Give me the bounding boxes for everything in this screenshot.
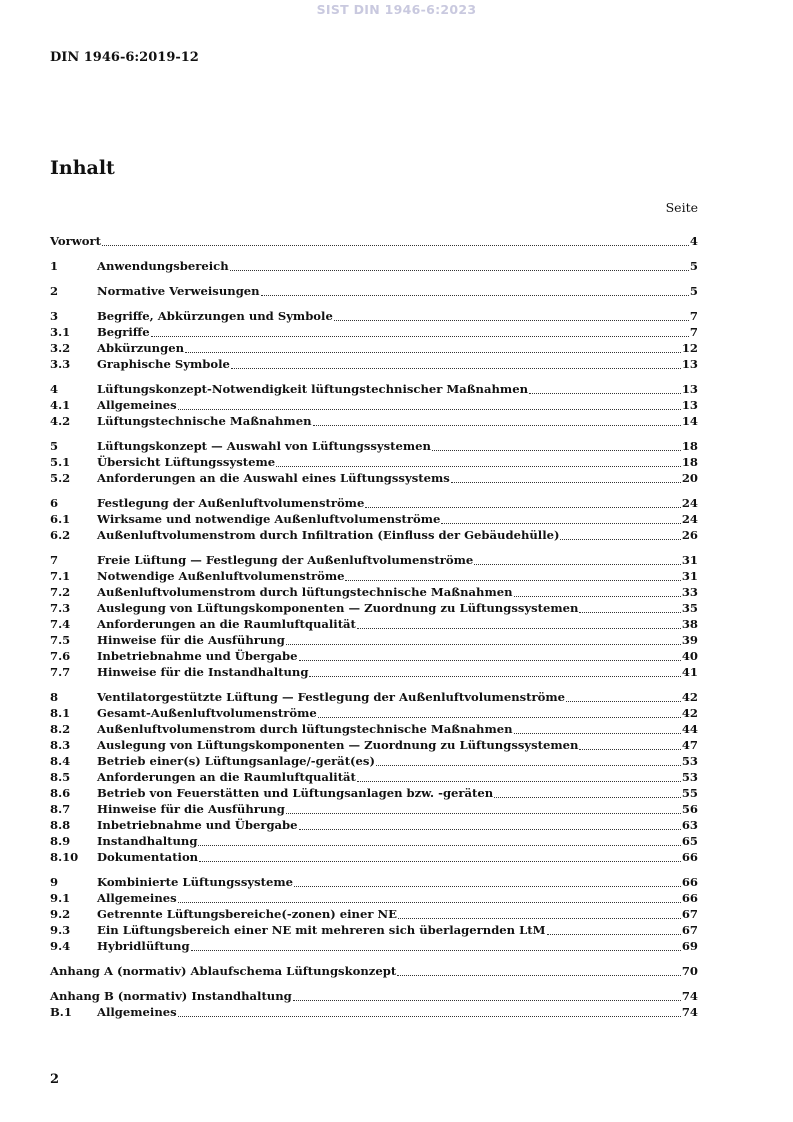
toc-dot-leader — [547, 934, 681, 935]
toc-entry-title: Allgemeines — [97, 891, 177, 905]
toc-entry-page: 65 — [681, 834, 698, 848]
toc-entry-number: 5.2 — [50, 471, 71, 485]
toc-entry-title: Hinweise für die Ausführung — [97, 633, 285, 647]
toc-entry-number: 6.1 — [50, 512, 71, 526]
toc-entry-number: 8.9 — [50, 834, 71, 848]
toc-entry[interactable] — [50, 890, 698, 906]
toc-entry-title: Begriffe — [97, 325, 150, 339]
page-number: 2 — [50, 1072, 60, 1087]
toc-dot-leader — [102, 245, 689, 246]
toc-entry-title: Dokumentation — [97, 850, 199, 864]
toc-entry[interactable] — [50, 600, 698, 616]
toc-dot-leader — [185, 352, 681, 353]
toc-entry-number: 9.4 — [50, 939, 71, 953]
toc-entry-page: 47 — [681, 738, 698, 752]
toc-dot-leader — [299, 829, 681, 830]
toc-entry-page: 35 — [681, 601, 698, 615]
toc-entry-number: 6.2 — [50, 528, 71, 542]
toc-entry-page: 39 — [681, 633, 698, 647]
toc-entry[interactable] — [50, 308, 698, 324]
toc-entry[interactable] — [50, 963, 698, 979]
toc-dot-leader — [178, 409, 681, 410]
toc-entry[interactable] — [50, 511, 698, 527]
toc-entry[interactable] — [50, 769, 698, 785]
toc-entry-page: 67 — [681, 907, 698, 921]
toc-entry-page: 40 — [681, 649, 698, 663]
toc-entry[interactable] — [50, 258, 698, 274]
toc-entry-title: Festlegung der Außenluftvolumenströme — [97, 496, 365, 510]
watermark: SIST DIN 1946-6:2023 — [316, 2, 477, 17]
toc-entry-page: 4 — [689, 234, 698, 248]
toc-entry[interactable] — [50, 988, 698, 1004]
toc-entry-title: Außenluftvolumenstrom durch lüftungstechnische Maßnahmen — [97, 722, 513, 736]
toc-entry[interactable] — [50, 495, 698, 511]
toc-entry-title: Vorwort — [50, 234, 101, 248]
toc-entry-page: 55 — [681, 786, 698, 800]
toc-dot-leader — [261, 295, 689, 296]
toc-entry-title: Anwendungsbereich — [97, 259, 229, 273]
toc-entry-title: Inbetriebnahme und Übergabe — [97, 818, 298, 832]
toc-entry[interactable] — [50, 833, 698, 849]
toc-entry-title: Außenluftvolumenstrom durch lüftungstechnische Maßnahmen — [97, 585, 513, 599]
toc-entry-title: Betrieb von Feuerstätten und Lüftungsanlagen bzw. -geräten — [97, 786, 494, 800]
toc-entry-number: 1 — [50, 259, 59, 273]
page-title: Inhalt — [50, 157, 115, 179]
toc-entry-page: 13 — [681, 382, 698, 396]
toc-entry-title: Notwendige Außenluftvolumenströme — [97, 569, 345, 583]
toc-entry[interactable] — [50, 356, 698, 372]
toc-entry-number: B.1 — [50, 1005, 72, 1019]
toc-entry-title: Abkürzungen — [97, 341, 185, 355]
toc-entry-page: 14 — [681, 414, 698, 428]
toc-entry-number: 5.1 — [50, 455, 71, 469]
toc-entry-title: Wirksame und notwendige Außenluftvolumenströme — [97, 512, 441, 526]
toc-entry-number: 2 — [50, 284, 59, 298]
toc-dot-leader — [357, 781, 681, 782]
toc-entry-page: 33 — [681, 585, 698, 599]
toc-dot-leader — [178, 1016, 681, 1017]
toc-dot-leader — [432, 450, 681, 451]
toc-dot-leader — [529, 393, 681, 394]
toc-dot-leader — [397, 975, 681, 976]
toc-entry[interactable] — [50, 849, 698, 865]
toc-dot-leader — [579, 612, 680, 613]
toc-dot-leader — [299, 660, 681, 661]
toc-entry-page: 13 — [681, 357, 698, 371]
toc-entry[interactable] — [50, 568, 698, 584]
toc-entry-page: 7 — [689, 309, 698, 323]
toc-entry-page: 44 — [681, 722, 698, 736]
toc-dot-leader — [294, 886, 681, 887]
toc-entry-number: 8.4 — [50, 754, 71, 768]
toc-entry-number: 8.6 — [50, 786, 71, 800]
document-id: DIN 1946-6:2019-12 — [50, 50, 199, 65]
toc-entry-number: 7.5 — [50, 633, 71, 647]
toc-entry-number: 7.2 — [50, 585, 71, 599]
toc-dot-leader — [474, 564, 681, 565]
toc-entry-title: Inbetriebnahme und Übergabe — [97, 649, 298, 663]
toc-entry[interactable] — [50, 922, 698, 938]
toc-entry-number: 7.6 — [50, 649, 71, 663]
toc-entry-number: 9 — [50, 875, 59, 889]
toc-dot-leader — [334, 320, 689, 321]
toc-entry-page: 7 — [689, 325, 698, 339]
toc-entry-number: 7.7 — [50, 665, 71, 679]
toc-entry-page: 42 — [681, 706, 698, 720]
toc-entry[interactable] — [50, 233, 698, 249]
toc-entry-number: 8.10 — [50, 850, 79, 864]
toc-entry-number: 9.2 — [50, 907, 71, 921]
toc-entry-number: 8 — [50, 690, 59, 704]
toc-entry-title: Begriffe, Abkürzungen und Symbole — [97, 309, 333, 323]
toc-entry-number: 9.1 — [50, 891, 71, 905]
toc-dot-leader — [441, 523, 680, 524]
toc-entry-title: Freie Lüftung — Festlegung der Außenluftvolumenströme — [97, 553, 474, 567]
toc-entry-title: Allgemeines — [97, 398, 177, 412]
toc-entry-number: 4.1 — [50, 398, 71, 412]
toc-entry-page: 66 — [681, 875, 698, 889]
toc-entry-page: 66 — [681, 850, 698, 864]
toc-entry-page: 53 — [681, 754, 698, 768]
toc-entry[interactable] — [50, 721, 698, 737]
toc-entry-title: Betrieb einer(s) Lüftungsanlage/-gerät(es) — [97, 754, 375, 768]
toc-entry-page: 38 — [681, 617, 698, 631]
toc-dot-leader — [199, 861, 681, 862]
toc-entry[interactable] — [50, 552, 698, 568]
toc-dot-leader — [579, 749, 680, 750]
toc-entry-number: 7.1 — [50, 569, 71, 583]
toc-dot-leader — [191, 950, 681, 951]
toc-entry-title: Lüftungstechnische Maßnahmen — [97, 414, 312, 428]
toc-entry[interactable] — [50, 705, 698, 721]
toc-entry-title: Getrennte Lüftungsbereiche(-zonen) einer NE — [97, 907, 397, 921]
toc-entry-title: Außenluftvolumenstrom durch Infiltration (Einfluss der Gebäudehülle) — [97, 528, 560, 542]
toc-entry[interactable] — [50, 737, 698, 753]
toc-entry-page: 70 — [681, 964, 698, 978]
toc-entry-page: 13 — [681, 398, 698, 412]
toc-dot-leader — [178, 902, 681, 903]
toc-dot-leader — [151, 336, 689, 337]
toc-entry-title: Hinweise für die Ausführung — [97, 802, 285, 816]
toc-entry-page: 53 — [681, 770, 698, 784]
toc-dot-leader — [451, 482, 681, 483]
toc-entry-page: 18 — [681, 439, 698, 453]
toc-dot-leader — [286, 644, 681, 645]
toc-entry[interactable] — [50, 283, 698, 299]
toc-entry-number: 9.3 — [50, 923, 71, 937]
toc-entry-page: 63 — [681, 818, 698, 832]
toc-entry[interactable] — [50, 397, 698, 413]
toc-entry-number: 3.3 — [50, 357, 71, 371]
toc-entry-page: 5 — [689, 284, 698, 298]
toc-dot-leader — [514, 596, 681, 597]
toc-dot-leader — [230, 270, 689, 271]
toc-entry-title: Instandhaltung — [97, 834, 198, 848]
toc-entry-page: 31 — [681, 553, 698, 567]
toc-entry-page: 66 — [681, 891, 698, 905]
toc-dot-leader — [231, 368, 681, 369]
toc-entry[interactable] — [50, 340, 698, 356]
toc-dot-leader — [398, 918, 681, 919]
toc-entry[interactable] — [50, 470, 698, 486]
toc-entry-page: 5 — [689, 259, 698, 273]
toc-entry-title: Ein Lüftungsbereich einer NE mit mehreren sich überlagernden LtM — [97, 923, 546, 937]
toc-entry-page: 69 — [681, 939, 698, 953]
toc-entry[interactable] — [50, 584, 698, 600]
toc-dot-leader — [365, 507, 681, 508]
toc-entry-title: Gesamt-Außenluftvolumenströme — [97, 706, 317, 720]
toc-dot-leader — [293, 1000, 681, 1001]
toc-entry[interactable] — [50, 785, 698, 801]
toc-entry-title: Anhang B (normativ) Instandhaltung — [50, 989, 292, 1003]
toc-entry[interactable] — [50, 753, 698, 769]
toc-entry-page: 56 — [681, 802, 698, 816]
seite-label: Seite — [665, 200, 698, 215]
toc-entry-page: 26 — [681, 528, 698, 542]
toc-entry-page: 12 — [681, 341, 698, 355]
toc-dot-leader — [494, 797, 681, 798]
toc-entry[interactable] — [50, 454, 698, 470]
toc-entry-number: 8.2 — [50, 722, 71, 736]
toc-dot-leader — [313, 425, 681, 426]
toc-entry-title: Kombinierte Lüftungssysteme — [97, 875, 294, 889]
toc-entry[interactable] — [50, 689, 698, 705]
toc-entry[interactable] — [50, 527, 698, 543]
toc-entry-page: 24 — [681, 496, 698, 510]
toc-dot-leader — [514, 733, 681, 734]
toc-entry-page: 24 — [681, 512, 698, 526]
toc-entry-title: Allgemeines — [97, 1005, 177, 1019]
toc-dot-leader — [376, 765, 681, 766]
toc-entry-page: 74 — [681, 1005, 698, 1019]
toc-entry[interactable] — [50, 801, 698, 817]
toc-entry-title: Hybridlüftung — [97, 939, 190, 953]
toc-entry-title: Lüftungskonzept-Notwendigkeit lüftungstechnischer Maßnahmen — [97, 382, 528, 396]
toc-entry-number: 3 — [50, 309, 59, 323]
toc-entry[interactable] — [50, 381, 698, 397]
toc-entry-number: 8.1 — [50, 706, 71, 720]
toc-entry-title: Normative Verweisungen — [97, 284, 260, 298]
toc-entry-title: Anforderungen an die Auswahl eines Lüftungssystems — [97, 471, 450, 485]
toc-dot-leader — [560, 539, 680, 540]
toc-entry[interactable] — [50, 874, 698, 890]
toc-entry-number: 8.3 — [50, 738, 71, 752]
toc-dot-leader — [318, 717, 681, 718]
toc-dot-leader — [357, 628, 681, 629]
toc-entry-title: Graphische Symbole — [97, 357, 230, 371]
toc-entry[interactable] — [50, 817, 698, 833]
toc-entry-number: 7.3 — [50, 601, 71, 615]
toc-entry-title: Ventilatorgestützte Lüftung — Festlegung der Außenluftvolumenströme — [97, 690, 565, 704]
toc-entry[interactable] — [50, 1004, 698, 1020]
toc-entry[interactable] — [50, 906, 698, 922]
toc-dot-leader — [309, 676, 680, 677]
toc-entry[interactable] — [50, 664, 698, 680]
toc-entry-page: 41 — [681, 665, 698, 679]
toc-entry-title: Anhang A (normativ) Ablaufschema Lüftungskonzept — [50, 964, 397, 978]
toc-entry[interactable] — [50, 632, 698, 648]
toc-entry-title: Übersicht Lüftungssysteme — [97, 455, 276, 469]
table-of-contents — [50, 233, 698, 1020]
toc-entry-number: 4 — [50, 382, 59, 396]
toc-entry[interactable] — [50, 413, 698, 429]
toc-entry[interactable] — [50, 648, 698, 664]
toc-dot-leader — [276, 466, 681, 467]
toc-entry-title: Anforderungen an die Raumluftqualität — [97, 770, 356, 784]
toc-entry-page: 20 — [681, 471, 698, 485]
toc-entry-title: Hinweise für die Instandhaltung — [97, 665, 309, 679]
toc-entry-page: 67 — [681, 923, 698, 937]
toc-entry-title: Anforderungen an die Raumluftqualität — [97, 617, 356, 631]
toc-entry-title: Auslegung von Lüftungskomponenten — Zuordnung zu Lüftungssystemen — [97, 601, 579, 615]
toc-entry-page: 18 — [681, 455, 698, 469]
toc-entry-number: 5 — [50, 439, 59, 453]
toc-entry-number: 3.2 — [50, 341, 71, 355]
toc-entry-number: 7 — [50, 553, 59, 567]
toc-entry-number: 8.7 — [50, 802, 71, 816]
toc-entry-number: 8.8 — [50, 818, 71, 832]
toc-entry[interactable] — [50, 438, 698, 454]
toc-entry-number: 6 — [50, 496, 59, 510]
toc-entry-number: 8.5 — [50, 770, 71, 784]
toc-entry-number: 4.2 — [50, 414, 71, 428]
toc-entry-page: 31 — [681, 569, 698, 583]
toc-dot-leader — [566, 701, 681, 702]
toc-entry[interactable] — [50, 938, 698, 954]
toc-entry-title: Lüftungskonzept — Auswahl von Lüftungssystemen — [97, 439, 431, 453]
toc-entry[interactable] — [50, 324, 698, 340]
toc-entry-page: 74 — [681, 989, 698, 1003]
toc-entry-page: 42 — [681, 690, 698, 704]
toc-entry[interactable] — [50, 616, 698, 632]
toc-dot-leader — [286, 813, 681, 814]
toc-dot-leader — [198, 845, 680, 846]
toc-dot-leader — [345, 580, 680, 581]
toc-entry-number: 3.1 — [50, 325, 71, 339]
toc-entry-title: Auslegung von Lüftungskomponenten — Zuordnung zu Lüftungssystemen — [97, 738, 579, 752]
toc-entry-number: 7.4 — [50, 617, 71, 631]
